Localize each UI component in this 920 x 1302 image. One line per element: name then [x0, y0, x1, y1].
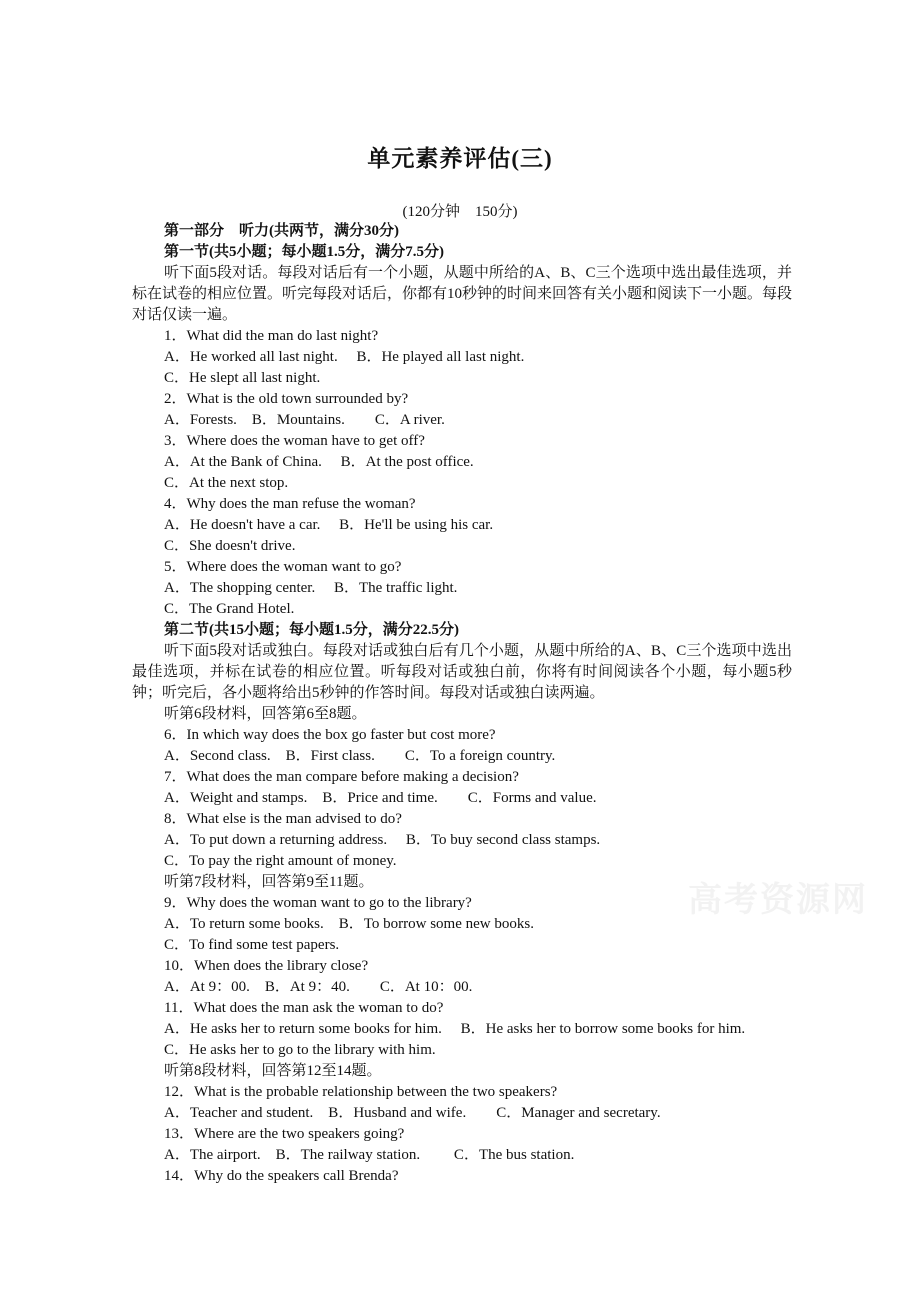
- material-6-label: 听第6段材料，回答第6至8题。: [164, 706, 367, 722]
- question-6: 6．In which way does the box go faster but cost more?: [164, 727, 496, 743]
- question-11: 11．What does the man ask the woman to do?: [164, 1000, 444, 1016]
- question-4-option-c: C．She doesn't drive.: [164, 538, 296, 554]
- question-5: 5．Where does the woman want to go?: [164, 559, 402, 575]
- question-1-option-c: C．He slept all last night.: [164, 370, 321, 386]
- question-11-option-c: C．He asks her to go to the library with him.: [164, 1042, 436, 1058]
- question-11-options-ab: A．He asks her to return some books for him. B．He asks her to borrow some books for him.: [164, 1021, 746, 1037]
- question-3: 3．Where does the woman have to get off?: [164, 433, 425, 449]
- question-3-options-ab: A．At the Bank of China. B．At the post office.: [164, 454, 474, 470]
- question-1: 1．What did the man do last night?: [164, 328, 379, 344]
- material-8-label: 听第8段材料，回答第12至14题。: [164, 1063, 382, 1079]
- section1-instructions: 听下面5段对话。每段对话后有一个小题，从题中所给的A、B、C三个选项中选出最佳选项，并标在试卷的相应位置。听完每段对话后，你都有10秒钟的时间来回答有关小题和阅读下一小题。每段对话仅读一遍。: [132, 265, 793, 323]
- page-title: 单元素养评估(三): [367, 146, 553, 171]
- question-14: 14．Why do the speakers call Brenda?: [164, 1168, 399, 1184]
- question-9-options-ab: A．To return some books. B．To borrow some new books.: [164, 916, 534, 932]
- question-9-option-c: C．To find some test papers.: [164, 937, 340, 953]
- watermark: 高考资源网: [688, 882, 868, 919]
- question-7-options: A．Weight and stamps. B．Price and time. C．Forms and value.: [164, 790, 597, 806]
- question-13: 13．Where are the two speakers going?: [164, 1126, 405, 1142]
- question-13-options: A．The airport. B．The railway station. C．The bus station.: [164, 1147, 575, 1163]
- question-4-options-ab: A．He doesn't have a car. B．He'll be using his car.: [164, 517, 494, 533]
- question-5-options-ab: A．The shopping center. B．The traffic light.: [164, 580, 458, 596]
- question-2: 2．What is the old town surrounded by?: [164, 391, 409, 407]
- question-10-options: A．At 9：00. B．At 9：40. C．At 10：00.: [164, 979, 473, 995]
- question-5-option-c: C．The Grand Hotel.: [164, 601, 295, 617]
- material-7-label: 听第7段材料，回答第9至11题。: [164, 874, 374, 890]
- question-12-options: A．Teacher and student. B．Husband and wife. C．Manager and secretary.: [164, 1105, 661, 1121]
- question-8-options-ab: A．To put down a returning address. B．To buy second class stamps.: [164, 832, 601, 848]
- question-8-option-c: C．To pay the right amount of money.: [164, 853, 397, 869]
- question-12: 12．What is the probable relationship between the two speakers?: [164, 1084, 558, 1100]
- question-4: 4．Why does the man refuse the woman?: [164, 496, 416, 512]
- question-2-options: A．Forests. B．Mountains. C．A river.: [164, 412, 445, 428]
- time-score-info: (120分钟 150分): [402, 204, 518, 220]
- question-8: 8．What else is the man advised to do?: [164, 811, 402, 827]
- document-body: [132, 221, 792, 1187]
- part1-heading: 第一部分 听力(共两节，满分30分): [164, 223, 399, 239]
- question-6-options: A．Second class. B．First class. C．To a foreign country.: [164, 748, 556, 764]
- section1-heading: 第一节(共5小题；每小题1.5分，满分7.5分): [164, 244, 444, 260]
- question-1-options-ab: A．He worked all last night. B．He played all last night.: [164, 349, 525, 365]
- section2-instructions: 听下面5段对话或独白。每段对话或独白后有几个小题，从题中所给的A、B、C三个选项中选出最佳选项，并标在试卷的相应位置。听每段对话或独白前，你将有时间阅读各个小题，每小题5秒钟；听完后，各小题将给出5秒钟的作答时间。每段对话或独白读两遍。: [132, 643, 792, 701]
- question-7: 7．What does the man compare before making a decision?: [164, 769, 519, 785]
- section2-heading: 第二节(共15小题；每小题1.5分，满分22.5分): [164, 622, 459, 638]
- question-10: 10．When does the library close?: [164, 958, 369, 974]
- question-9: 9．Why does the woman want to go to the library?: [164, 895, 472, 911]
- question-3-option-c: C．At the next stop.: [164, 475, 289, 491]
